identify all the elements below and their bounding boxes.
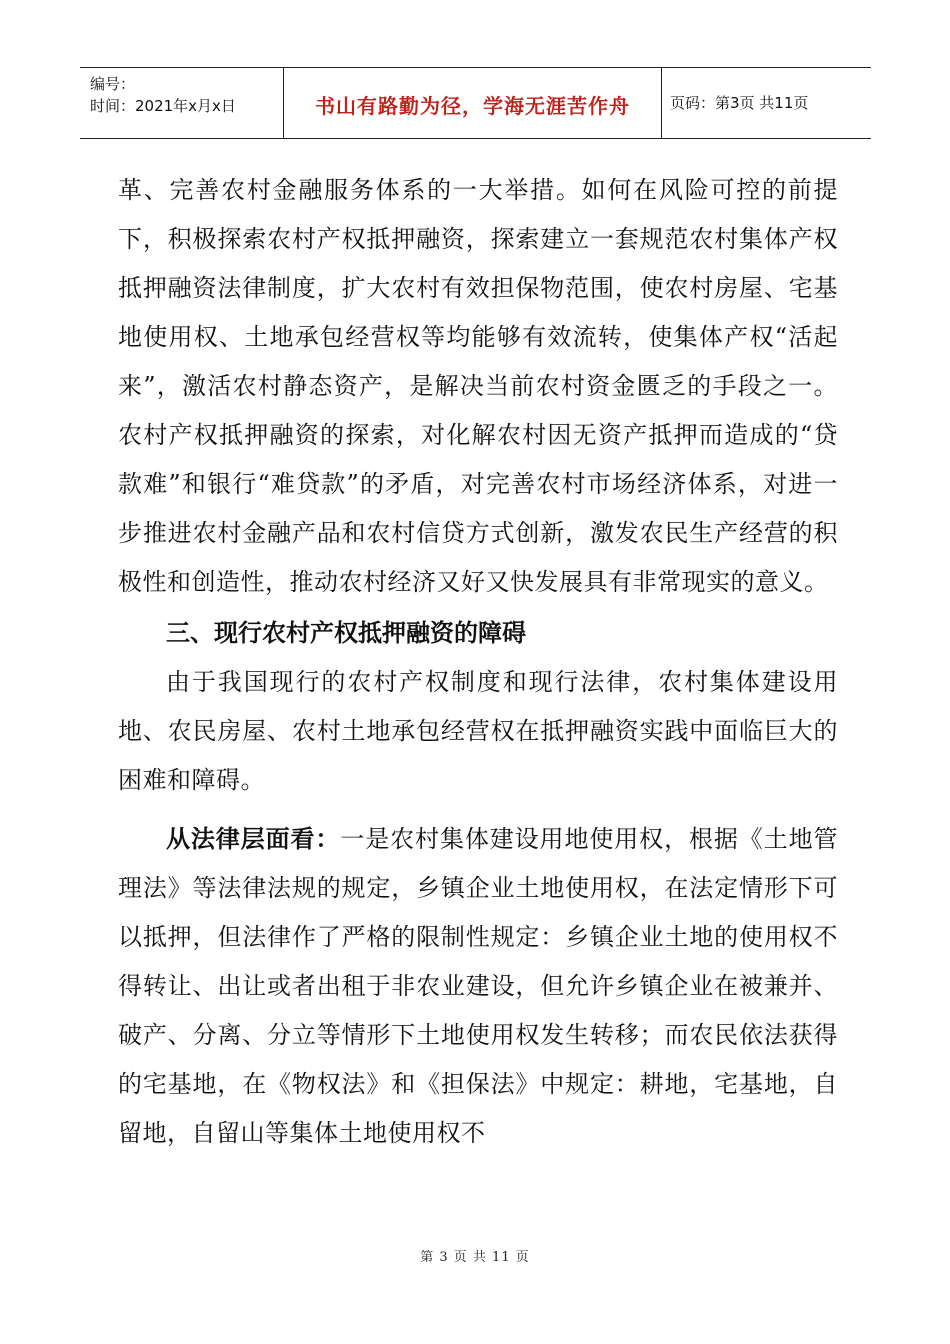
document-time-label: 时间：2021年x月x日 (90, 97, 236, 115)
header-motto-cell (284, 68, 662, 138)
document-body (118, 166, 838, 1158)
body-paragraph: 由于我国现行的农村产权制度和现行法律，农村集体建设用地、农民房屋、农村土地承包经营权在抵押融资实践中面临巨大的困难和障碍。 (118, 668, 838, 794)
header-page-cell (662, 68, 871, 138)
paragraph-text: 一是农村集体建设用地使用权，根据《土地管理法》等法律法规的规定，乡镇企业土地使用权，在法定情形下可以抵押，但法律作了严格的限制性规定：乡镇企业土地的使用权不得转让、出让或者出租于非农业建设，但允许乡镇企业在被兼并、破产、分离、分立等情形下土地使用权发生转移；而农民依法获得的宅基地，在《物权法》和《担保法》中规定：耕地，宅基地，自留地，自留山等集体土地使用权不 (118, 825, 838, 1147)
paragraph-lead: 从法律层面看： (166, 825, 341, 853)
body-paragraph (118, 815, 838, 1158)
section-heading: 三、现行农村产权抵押融资的障碍 (166, 619, 526, 647)
header-page-info: 页码：第3页 共11页 (670, 94, 809, 112)
document-header (80, 67, 871, 139)
document-number-label: 编号： (90, 75, 136, 93)
body-paragraph: 革、完善农村金融服务体系的一大举措。如何在风险可控的前提下，积极探索农村产权抵押融资，探索建立一套规范农村集体产权抵押融资法律制度，扩大农村有效担保物范围，使农村房屋、宅基地使用权、土地承包经营权等均能够有效流转，使集体产权“活起来”，激活农村静态资产，是解决当前农村资金匮乏的手段之一。农村产权抵押融资的探索，对化解农村因无资产抵押而造成的“贷款难”和银行“难贷款”的矛盾，对完善农村市场经济体系，对进一步推进农村金融产品和农村信贷方式创新，激发农民生产经营的积极性和创造性，推动农村经济又好又快发展具有非常现实的意义。 (118, 176, 838, 596)
header-meta-cell (80, 68, 284, 138)
header-motto: 书山有路勤为径，学海无涯苦作舟 (315, 94, 630, 118)
page-footer: 第 3 页 共 11 页 (420, 1250, 530, 1265)
